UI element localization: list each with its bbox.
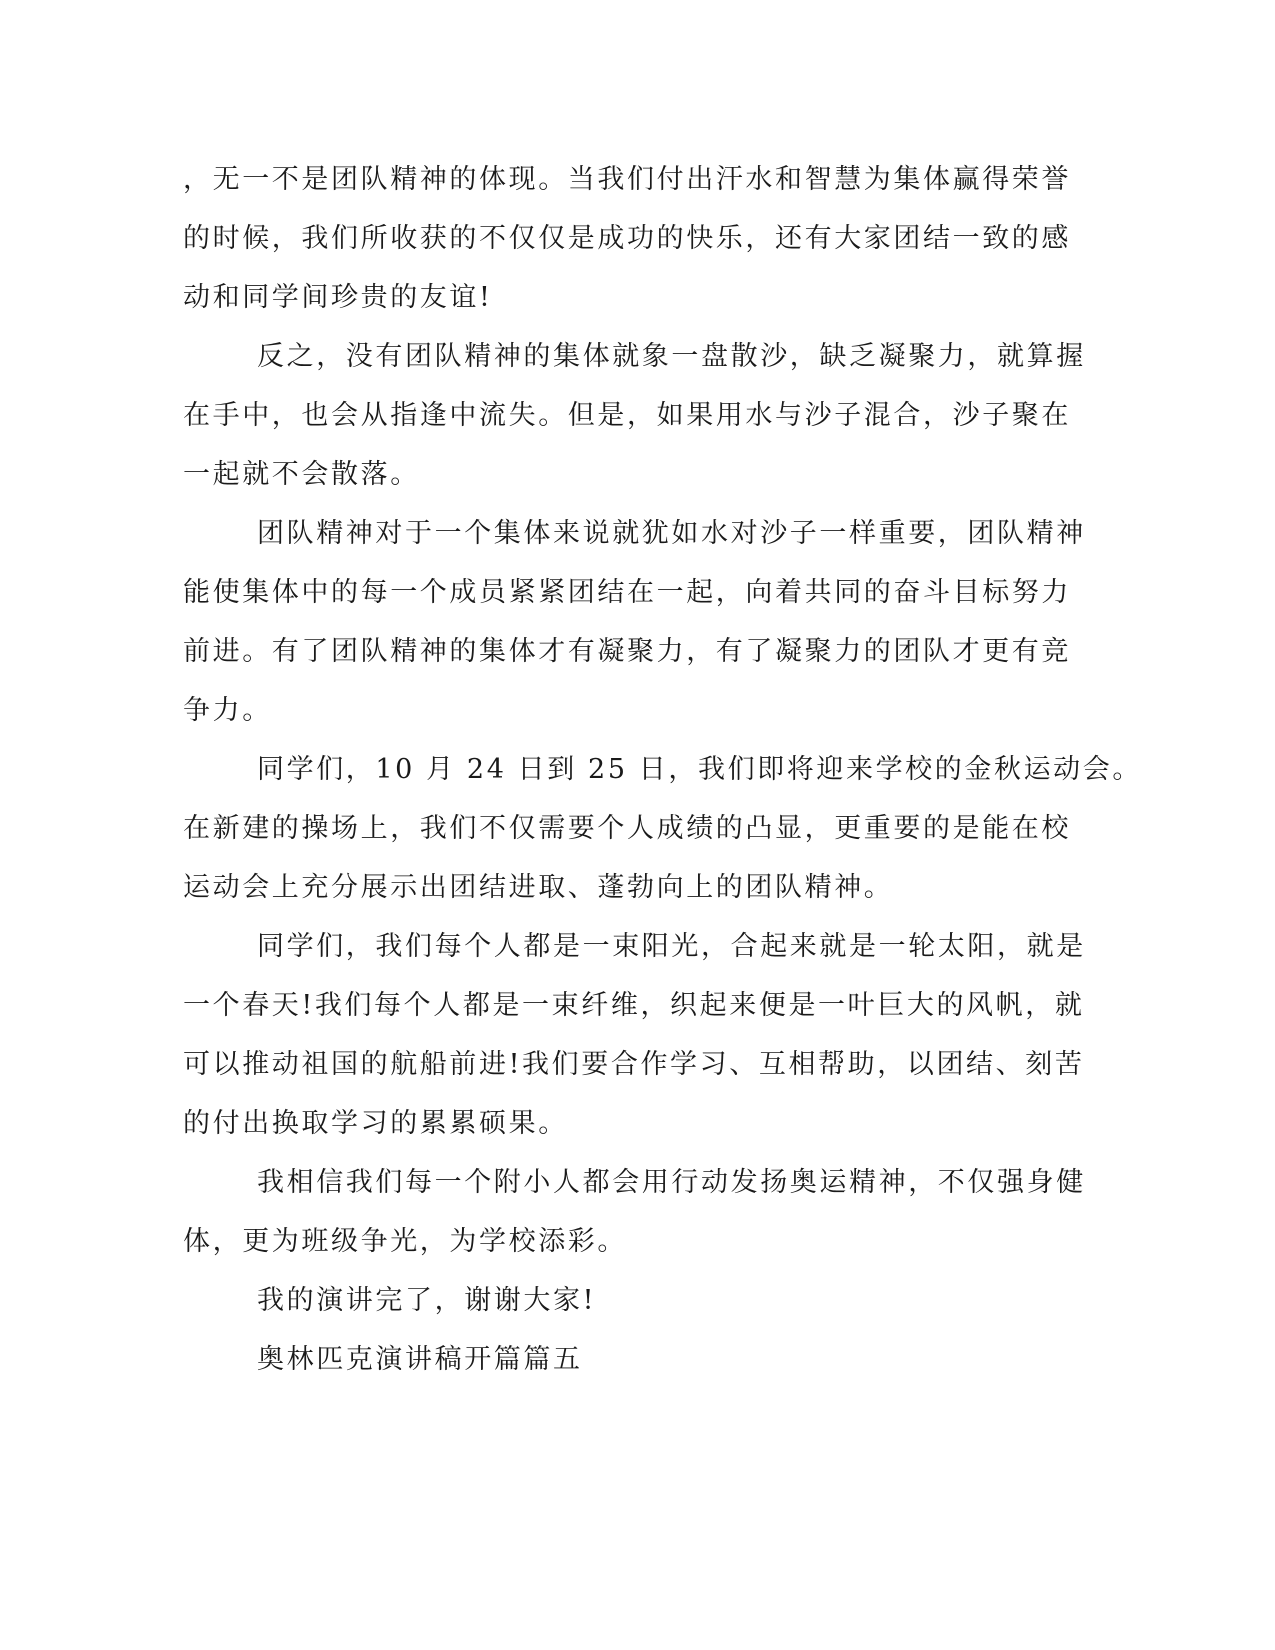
text-line: 的时候，我们所收获的不仅仅是成功的快乐，还有大家团结一致的感	[183, 223, 1071, 254]
text-line: 的付出换取学习的累累硕果。	[183, 1108, 568, 1139]
text-line: 运动会上充分展示出团结进取、蓬勃向上的团队精神。	[183, 872, 894, 903]
paragraph-start: 同学们，10 月 24 日到 25 日，我们即将迎来学校的金秋运动会。	[257, 754, 1142, 785]
closing-line: 我的演讲完了，谢谢大家!	[257, 1285, 597, 1316]
paragraph-start: 团队精神对于一个集体来说就犹如水对沙子一样重要，团队精神	[257, 518, 1086, 549]
text-line: 争力。	[183, 695, 272, 726]
text-line: 体，更为班级争光，为学校添彩。	[183, 1226, 627, 1257]
text-line: 可以推动祖国的航船前进!我们要合作学习、互相帮助，以团结、刻苦	[183, 1049, 1085, 1080]
paragraph-start: 同学们，我们每个人都是一束阳光，合起来就是一轮太阳，就是	[257, 931, 1086, 962]
paragraph-start: 我相信我们每一个附小人都会用行动发扬奥运精神，不仅强身健	[257, 1167, 1086, 1198]
text-line: ，无一不是团队精神的体现。当我们付出汗水和智慧为集体赢得荣誉	[183, 164, 1071, 195]
section-heading: 奥林匹克演讲稿开篇篇五	[257, 1344, 583, 1375]
paragraph-start: 反之，没有团队精神的集体就象一盘散沙，缺乏凝聚力，就算握	[257, 341, 1086, 372]
text-line: 一起就不会散落。	[183, 459, 420, 490]
text-line: 动和同学间珍贵的友谊!	[183, 282, 493, 313]
text-line: 前进。有了团队精神的集体才有凝聚力，有了凝聚力的团队才更有竞	[183, 636, 1071, 667]
text-line: 在新建的操场上，我们不仅需要个人成绩的凸显，更重要的是能在校	[183, 813, 1071, 844]
text-line: 一个春天!我们每个人都是一束纤维，织起来便是一叶巨大的风帆，就	[183, 990, 1085, 1021]
text-line: 能使集体中的每一个成员紧紧团结在一起，向着共同的奋斗目标努力	[183, 577, 1071, 608]
text-line: 在手中，也会从指逢中流失。但是，如果用水与沙子混合，沙子聚在	[183, 400, 1071, 431]
